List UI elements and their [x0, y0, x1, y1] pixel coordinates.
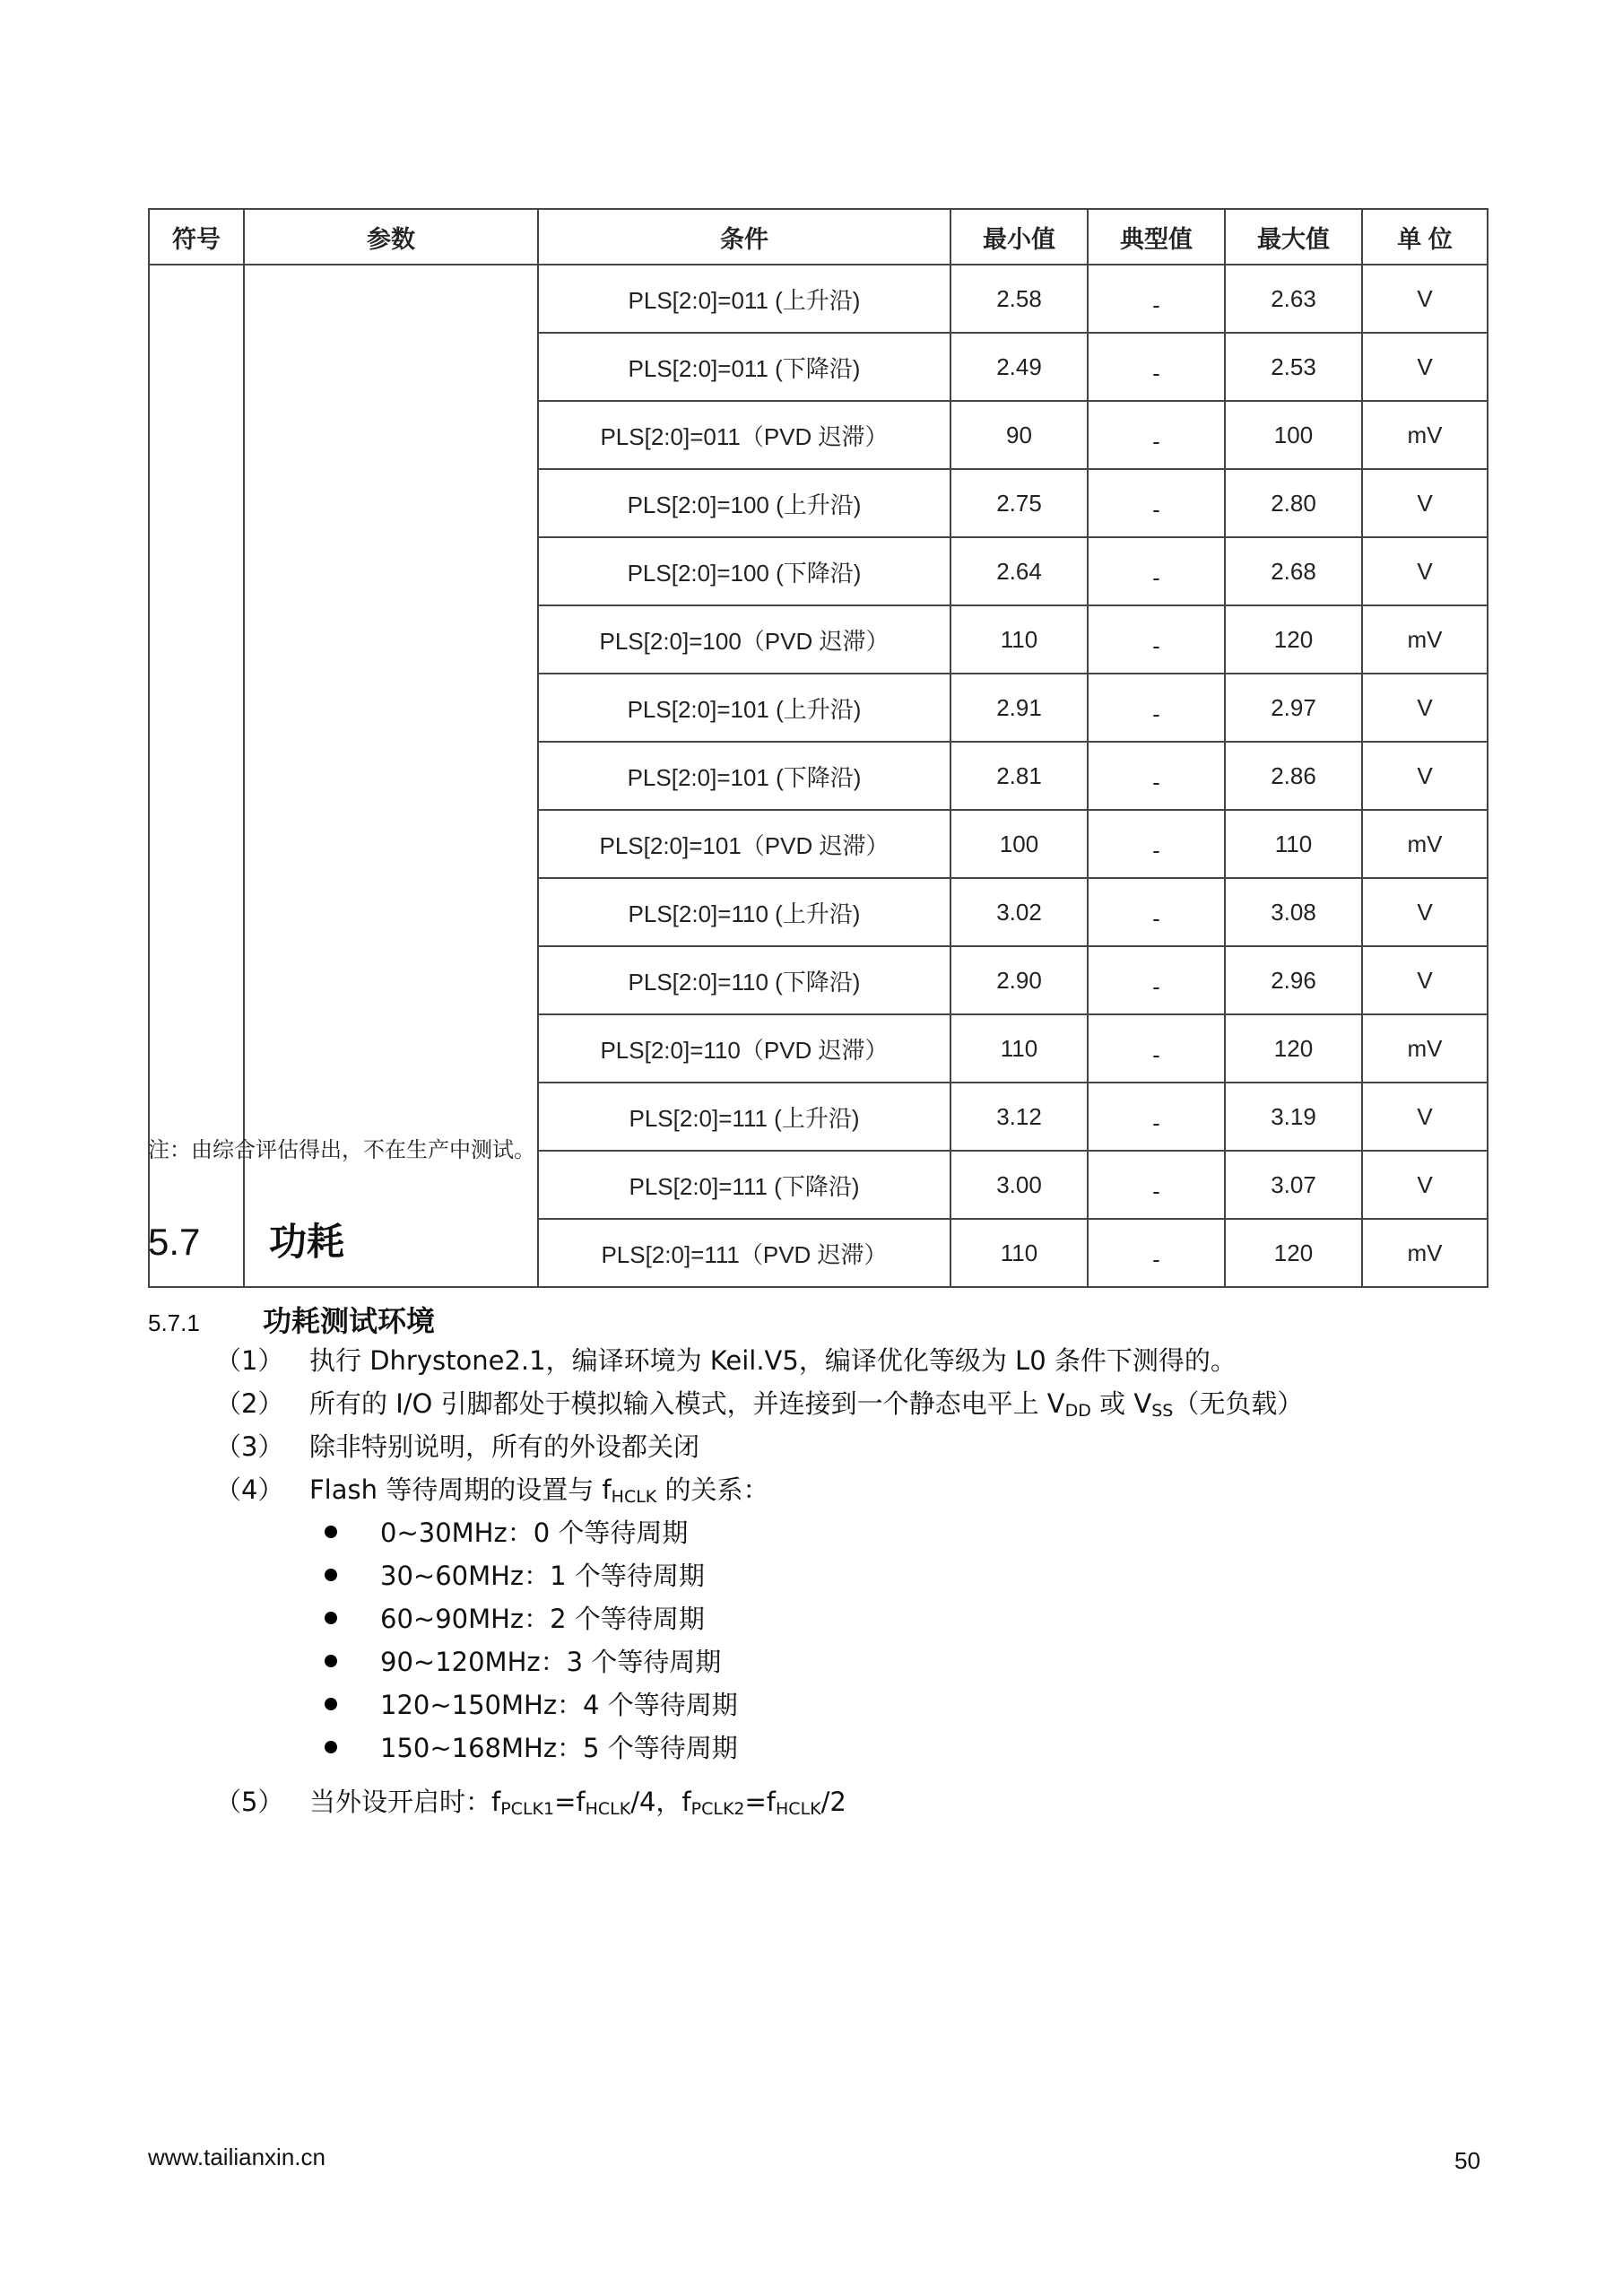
- unit-cell: V: [1362, 674, 1488, 742]
- bullet-item: [325, 1599, 705, 1636]
- min-cell: 2.90: [950, 946, 1088, 1014]
- subsection-heading: [148, 1299, 435, 1340]
- unit-cell: V: [1362, 333, 1488, 401]
- bullet-dot-icon: [325, 1698, 337, 1710]
- typ-cell: -: [1088, 401, 1225, 469]
- unit-cell: mV: [1362, 401, 1488, 469]
- bullet-text: 30~60MHz：1 个等待周期: [380, 1561, 705, 1591]
- typ-cell: -: [1088, 878, 1225, 946]
- typ-cell: -: [1088, 1014, 1225, 1083]
- list-text: 或 V: [1090, 1388, 1152, 1419]
- list-text: /4，f: [630, 1787, 691, 1817]
- max-cell: 2.86: [1225, 742, 1362, 810]
- typ-cell: -: [1088, 742, 1225, 810]
- bullet-text: 90~120MHz：3 个等待周期: [380, 1647, 722, 1677]
- max-cell: 2.96: [1225, 946, 1362, 1014]
- list-text: Flash 等待周期的设置与 f: [309, 1474, 612, 1505]
- header-min: 最小值: [950, 209, 1088, 265]
- typ-cell: -: [1088, 333, 1225, 401]
- section-number: 5.7: [148, 1221, 201, 1263]
- max-cell: 3.07: [1225, 1151, 1362, 1219]
- bullet-text: 150~168MHz：5 个等待周期: [380, 1733, 738, 1763]
- header-condition: 条件: [538, 209, 950, 265]
- list-index: （1）: [215, 1345, 284, 1376]
- max-cell: 3.19: [1225, 1083, 1362, 1151]
- list-item-4: [215, 1470, 768, 1507]
- typ-cell: -: [1088, 674, 1225, 742]
- min-cell: 3.02: [950, 878, 1088, 946]
- list-index: （3）: [215, 1431, 284, 1462]
- min-cell: 100: [950, 810, 1088, 878]
- footer-website-link[interactable]: www.tailianxin.cn: [148, 2144, 325, 2170]
- section-title: 功耗: [269, 1220, 345, 1264]
- max-cell: 2.97: [1225, 674, 1362, 742]
- unit-cell: V: [1362, 537, 1488, 605]
- list-text: /2: [820, 1787, 846, 1817]
- condition-cell: PLS[2:0]=110 (上升沿): [538, 878, 950, 946]
- min-cell: 2.81: [950, 742, 1088, 810]
- typ-cell: -: [1088, 1083, 1225, 1151]
- max-cell: 120: [1225, 1014, 1362, 1083]
- condition-cell: PLS[2:0]=110（PVD 迟滞）: [538, 1014, 950, 1083]
- list-text: 当外设开启时：f: [309, 1787, 501, 1817]
- list-text: 所有的 I/O 引脚都处于模拟输入模式，并连接到一个静态电平上 V: [309, 1388, 1065, 1419]
- unit-cell: V: [1362, 265, 1488, 333]
- condition-cell: PLS[2:0]=011 (上升沿): [538, 265, 950, 333]
- typ-cell: -: [1088, 1219, 1225, 1287]
- table-note: 注：由综合评估得出，不在生产中测试。: [148, 1137, 535, 1162]
- list-item-1: [215, 1341, 1237, 1378]
- list-item-2: [215, 1384, 1303, 1421]
- list-item-5: [215, 1782, 846, 1819]
- max-cell: 110: [1225, 810, 1362, 878]
- bullet-item: [325, 1513, 688, 1550]
- subscript-hclk: HCLK: [776, 1799, 821, 1819]
- min-cell: 2.64: [950, 537, 1088, 605]
- condition-cell: PLS[2:0]=100（PVD 迟滞）: [538, 605, 950, 674]
- unit-cell: V: [1362, 1083, 1488, 1151]
- typ-cell: -: [1088, 1151, 1225, 1219]
- condition-cell: PLS[2:0]=101 (下降沿): [538, 742, 950, 810]
- max-cell: 120: [1225, 1219, 1362, 1287]
- subscript-hclk: HCLK: [611, 1487, 657, 1507]
- pvd-spec-table: [148, 208, 1488, 1288]
- unit-cell: V: [1362, 946, 1488, 1014]
- min-cell: 110: [950, 1014, 1088, 1083]
- header-symbol: 符号: [149, 209, 244, 265]
- list-index: （4）: [215, 1474, 284, 1505]
- unit-cell: mV: [1362, 1014, 1488, 1083]
- max-cell: 2.63: [1225, 265, 1362, 333]
- condition-cell: PLS[2:0]=100 (上升沿): [538, 469, 950, 537]
- header-parameter: 参数: [244, 209, 538, 265]
- list-index: （2）: [215, 1388, 284, 1419]
- unit-cell: mV: [1362, 810, 1488, 878]
- subsection-title: 功耗测试环境: [263, 1304, 436, 1338]
- condition-cell: PLS[2:0]=111 (上升沿): [538, 1083, 950, 1151]
- max-cell: 120: [1225, 605, 1362, 674]
- bullet-item: [325, 1642, 721, 1679]
- min-cell: 2.58: [950, 265, 1088, 333]
- min-cell: 110: [950, 1219, 1088, 1287]
- section-heading: [148, 1213, 344, 1266]
- max-cell: 2.68: [1225, 537, 1362, 605]
- subscript-ss: SS: [1151, 1401, 1174, 1421]
- list-text: 执行 Dhrystone2.1，编译环境为 Keil.V5，编译优化等级为 L0 条件下测得的。: [309, 1345, 1237, 1376]
- header-unit: 单 位: [1362, 209, 1488, 265]
- header-max: 最大值: [1225, 209, 1362, 265]
- condition-cell: PLS[2:0]=111 (下降沿): [538, 1151, 950, 1219]
- unit-cell: V: [1362, 1151, 1488, 1219]
- typ-cell: -: [1088, 265, 1225, 333]
- bullet-item: [325, 1685, 738, 1722]
- bullet-dot-icon: [325, 1655, 337, 1667]
- max-cell: 3.08: [1225, 878, 1362, 946]
- unit-cell: mV: [1362, 1219, 1488, 1287]
- max-cell: 2.53: [1225, 333, 1362, 401]
- min-cell: 110: [950, 605, 1088, 674]
- max-cell: 2.80: [1225, 469, 1362, 537]
- bullet-dot-icon: [325, 1612, 337, 1624]
- list-text: 除非特别说明，所有的外设都关闭: [309, 1431, 700, 1462]
- typ-cell: -: [1088, 605, 1225, 674]
- unit-cell: V: [1362, 469, 1488, 537]
- typ-cell: -: [1088, 946, 1225, 1014]
- condition-cell: PLS[2:0]=100 (下降沿): [538, 537, 950, 605]
- bullet-dot-icon: [325, 1569, 337, 1581]
- list-text: =f: [744, 1787, 777, 1817]
- condition-cell: PLS[2:0]=101（PVD 迟滞）: [538, 810, 950, 878]
- page-number: 50: [1454, 2147, 1480, 2174]
- table-header-row: [149, 209, 1488, 265]
- max-cell: 100: [1225, 401, 1362, 469]
- typ-cell: -: [1088, 537, 1225, 605]
- subscript-hclk: HCLK: [585, 1799, 631, 1819]
- subscript-dd: DD: [1064, 1401, 1091, 1421]
- unit-cell: mV: [1362, 605, 1488, 674]
- condition-cell: PLS[2:0]=011（PVD 迟滞）: [538, 401, 950, 469]
- min-cell: 3.00: [950, 1151, 1088, 1219]
- min-cell: 2.49: [950, 333, 1088, 401]
- bullet-text: 60~90MHz：2 个等待周期: [380, 1604, 705, 1634]
- condition-cell: PLS[2:0]=110 (下降沿): [538, 946, 950, 1014]
- subscript-pclk2: PCLK2: [690, 1799, 745, 1819]
- unit-cell: V: [1362, 878, 1488, 946]
- min-cell: 2.91: [950, 674, 1088, 742]
- bullet-dot-icon: [325, 1526, 337, 1538]
- list-text: （无负载）: [1173, 1388, 1304, 1419]
- condition-cell: PLS[2:0]=101 (上升沿): [538, 674, 950, 742]
- bullet-item: [325, 1556, 705, 1593]
- list-text: =f: [554, 1787, 586, 1817]
- table-row: [149, 265, 1488, 333]
- bullet-dot-icon: [325, 1741, 337, 1753]
- condition-cell: PLS[2:0]=011 (下降沿): [538, 333, 950, 401]
- bullet-text: 120~150MHz：4 个等待周期: [380, 1690, 738, 1720]
- list-index: （5）: [215, 1787, 284, 1817]
- condition-cell: PLS[2:0]=111（PVD 迟滞）: [538, 1219, 950, 1287]
- min-cell: 3.12: [950, 1083, 1088, 1151]
- min-cell: 2.75: [950, 469, 1088, 537]
- typ-cell: -: [1088, 469, 1225, 537]
- unit-cell: V: [1362, 742, 1488, 810]
- bullet-text: 0~30MHz：0 个等待周期: [380, 1518, 689, 1548]
- list-item-3: [215, 1427, 699, 1464]
- typ-cell: -: [1088, 810, 1225, 878]
- header-typ: 典型值: [1088, 209, 1225, 265]
- min-cell: 90: [950, 401, 1088, 469]
- list-text: 的关系：: [656, 1474, 769, 1505]
- subscript-pclk1: PCLK1: [500, 1799, 555, 1819]
- bullet-item: [325, 1728, 738, 1765]
- subsection-number: 5.7.1: [148, 1309, 200, 1336]
